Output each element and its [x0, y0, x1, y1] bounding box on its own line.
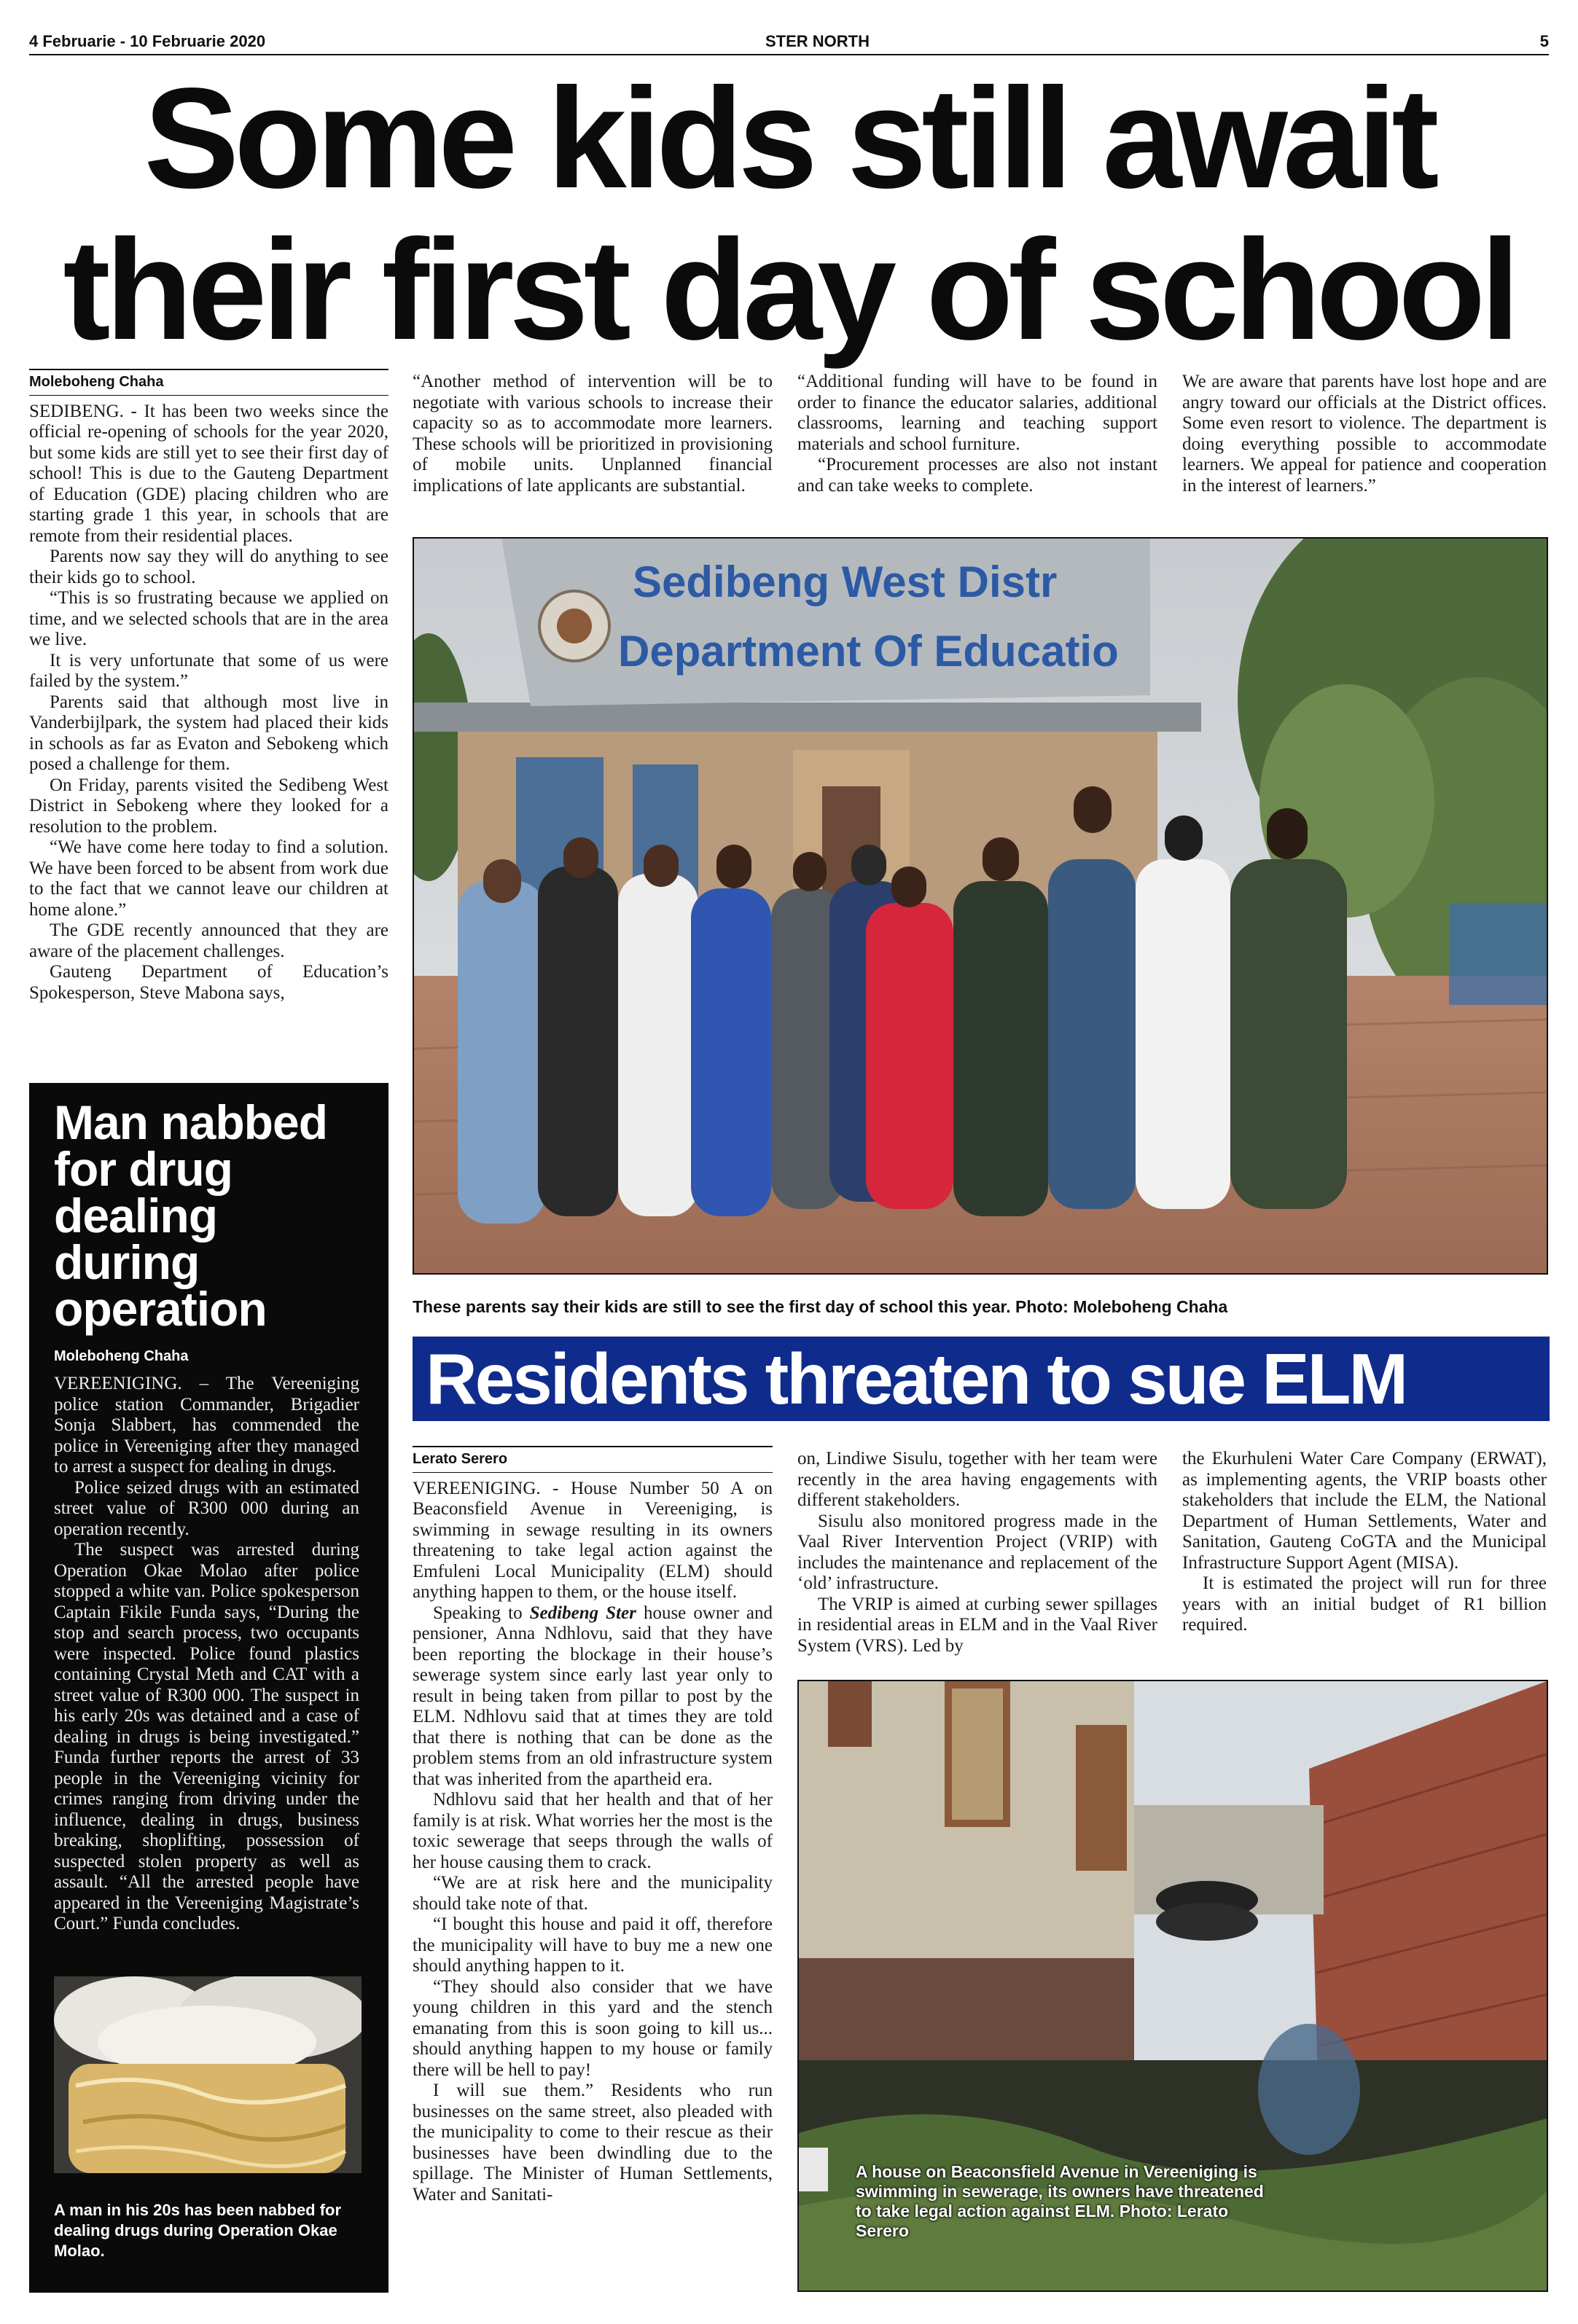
- main-headline: [29, 58, 1549, 369]
- paragraph: VEREENIGING. - House Number 50 A on Beaconsfield Avenue in Vereeniging, is swimming in sewage resulting in its owners threatening to take legal action against the Emfuleni Local Municipality (ELM) should anything happen to them, or the house itself.: [413, 1478, 773, 1602]
- paragraph: on, Lindiwe Sisulu, together with her team were recently in the area having engagements with different stakeholders.: [797, 1449, 1157, 1510]
- main-story-col2: [413, 372, 773, 496]
- page-number: 5: [1539, 32, 1549, 50]
- paper-name: STER NORTH: [765, 32, 870, 50]
- main-photo-caption: These parents say their kids are still to see the first day of school this year. Photo: Moleboheng Chaha: [413, 1297, 1228, 1316]
- paragraph: Ndhlovu said that her health and that of her family is at risk. What worries her the most is the toxic sewerage that seeps through the walls of her house causing them to crack.: [413, 1790, 773, 1872]
- drugs-photo-caption: A man in his 20s has been nabbed for dealing drugs during Operation Okae Molao.: [54, 2201, 342, 2260]
- paragraph: Gauteng Department of Education’s Spokesperson, Steve Mabona says,: [29, 962, 388, 1003]
- paragraph: On Friday, parents visited the Sedibeng West District in Sebokeng where they looked for a resolution to the problem.: [29, 775, 388, 837]
- sewage-photo-caption: A house on Beaconsfield Avenue in Vereeniging is swimming in sewerage, its owners have threatened to take legal action against ELM. Photo: Lerato Serero: [856, 2162, 1264, 2240]
- second-story-col2: [797, 1449, 1157, 1656]
- parents-photo-illustration: [414, 539, 1547, 1273]
- paragraph: “They should also consider that we have young children in this yard and the stench emanating from this is soon going to kill us... should anything happen to my house or family there will be hell to pay!: [413, 1976, 773, 2080]
- sidebar-body: [29, 1365, 388, 1935]
- drugs-photo: [54, 1976, 362, 2173]
- paragraph: “I bought this house and paid it off, therefore the municipality will have to buy me a new one should anything happen to it.: [413, 1914, 773, 1976]
- second-headline: Residents threaten to sue ELM: [413, 1337, 1550, 1421]
- paragraph: [413, 1603, 773, 1791]
- paragraph: We are aware that parents have lost hope and are angry toward our officials at the District offices. Some even resort to violence. The department is doing everything possible to accommodate learners. We appeal for patience and cooperation in the interest of learners.”: [1182, 372, 1547, 496]
- main-story-col3: [797, 372, 1157, 496]
- paragraph: Parents now say they will do anything to see their kids go to school.: [29, 547, 388, 587]
- paragraph: Parents said that although most live in Vanderbijlpark, the system had placed their kids in schools as far as Evaton and Sebokeng which posed a challenge for them.: [29, 692, 388, 774]
- parents-group-photo: [413, 537, 1548, 1275]
- sidebar-headline: Man nabbed for drug dealing during operation: [54, 1095, 328, 1336]
- paragraph: The suspect was arrested during Operation Okae Molao after police stopped a white van. Police spokesperson Captain Fikile Funda says, “During the stop and search process, two occupants were inspected. Police found plastics containing Crystal Meth and CAT with a street value of R300 000. The suspect in his early 20s was detained and a case of dealing in drugs is being investigated.” Funda further reports the arrest of 33 people in the Vereeniging vicinity for crimes ranging from driving under the influence, dealing in drugs, business breaking, shoplifting, possession of suspected stolen property as well as assault. “All the arrested people have appeared in the Vereeniging Magistrate’s Court.” Funda concludes.: [54, 1540, 359, 1933]
- sign-line2: Department Of Educatio: [618, 627, 1119, 676]
- text-span: house owner and pensioner, Anna Ndhlovu, said that they have been reporting the blockage in their house’s sewerage system since early last year only to result in being taken from pillar to post by the ELM. Ndhlovu said that at times they are told that there is nothing that can be done as the problem stems from an old infrastructure system that was inherited from the apartheid era.: [413, 1603, 773, 1789]
- main-story-col4: [1182, 372, 1547, 496]
- sidebar-story: [29, 1083, 388, 2293]
- brand-name: Sedibeng Ster: [529, 1603, 636, 1623]
- sign-line1: Sedibeng West Distr: [633, 557, 1058, 606]
- paragraph: SEDIBENG. - It has been two weeks since the official re-opening of schools for the year 2020, but some kids are still yet to see their first day of school! This is due to the Gauteng Department of Education (GDE) placing children who are starting grade 1 this year, in schools that are remote from their residential places.: [29, 401, 388, 546]
- paragraph: the Ekurhuleni Water Care Company (ERWAT), as implementing agents, the VRIP boasts other stakeholders that include the ELM, the National Department of Human Settlements, Water and Sanitation, Gauteng CoGTA and the Municipal Infrastructure Support Agent (MISA).: [1182, 1449, 1547, 1573]
- paragraph: Sisulu also monitored progress made in the Vaal River Intervention Project (VRIP) with includes the maintenance and replacement of the ‘old’ infrastructure.: [797, 1511, 1157, 1593]
- text-span: Speaking to: [433, 1603, 530, 1623]
- sewage-house-photo: [797, 1680, 1548, 2292]
- paragraph: “Procurement processes are also not instant and can take weeks to complete.: [797, 455, 1157, 496]
- main-story-col1: [29, 369, 388, 1003]
- paragraph: It is estimated the project will run for three years with an initial budget of R1 billion required.: [1182, 1573, 1547, 1635]
- paragraph: VEREENIGING. – The Vereeniging police station Commander, Brigadier Sonja Slabbert, has commended the police in Vereeniging after they managed to arrest a suspect for dealing in drugs.: [54, 1374, 359, 1476]
- paragraph: “We have come here today to find a solution. We have been forced to be absent from work due to the fact that we cannot leave our children at home alone.”: [29, 837, 388, 920]
- paragraph: The GDE recently announced that they are aware of the placement challenges.: [29, 920, 388, 961]
- second-story-col1: [413, 1446, 773, 2205]
- main-headline-line2: their first day of school: [63, 210, 1515, 369]
- main-headline-line1: Some kids still await: [144, 58, 1434, 218]
- second-byline: Lerato Serero: [413, 1446, 773, 1473]
- issue-date: 4 Februarie - 10 Februarie 2020: [29, 32, 266, 50]
- paragraph: Police seized drugs with an estimated street value of R300 000 during an operation recently.: [54, 1477, 359, 1539]
- sidebar-byline: Moleboheng Chaha: [54, 1348, 189, 1364]
- main-byline: Moleboheng Chaha: [29, 369, 388, 396]
- paragraph: “This is so frustrating because we applied on time, and we selected schools that are in the area we live.: [29, 588, 388, 649]
- paragraph: I will sue them.” Residents who run businesses on the same street, also pleaded with the municipality to come to their rescue as their businesses have been dwindling due to the spillage. The Minister of Human Settlements, Water and Sanitati-: [413, 2081, 773, 2204]
- second-story-col3: [1182, 1449, 1547, 1636]
- page-header: [29, 29, 1549, 55]
- drugs-photo-illustration: [54, 1976, 362, 2173]
- paragraph: “Additional funding will have to be found in order to finance the educator salaries, additional classrooms, learning and teaching support materials and school furniture.: [797, 372, 1157, 454]
- paragraph: It is very unfortunate that some of us were failed by the system.”: [29, 650, 388, 691]
- paragraph: “Another method of intervention will be to negotiate with various schools to increase their capacity so as to accommodate more learners. These schools will be prioritized in provisioning of mobile units. Unplanned financial implications of late applicants are substantial.: [413, 372, 773, 496]
- paragraph: “We are at risk here and the municipality should take note of that.: [413, 1873, 773, 1914]
- paragraph: The VRIP is aimed at curbing sewer spillages in residential areas in ELM and in the Vaal River System (VRS). Led by: [797, 1594, 1157, 1656]
